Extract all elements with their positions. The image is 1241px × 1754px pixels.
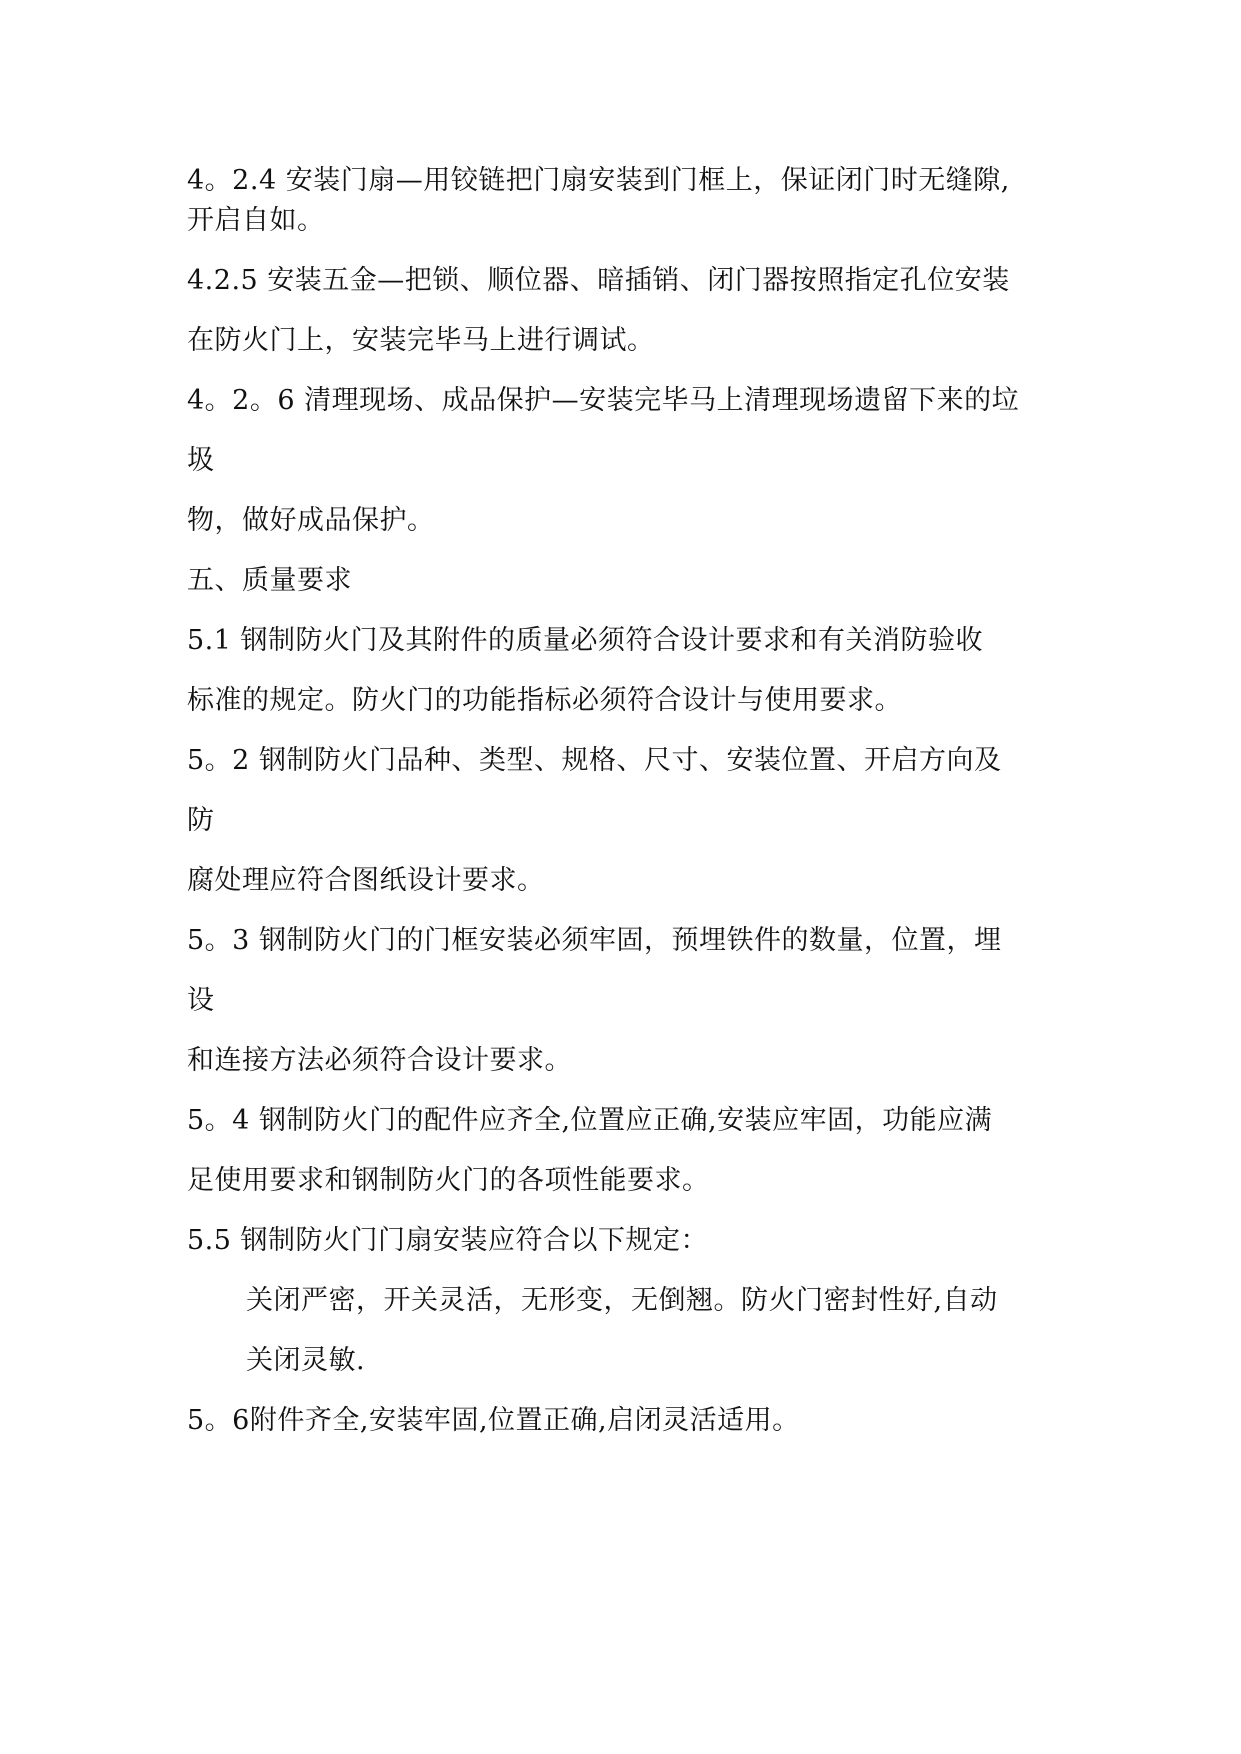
text-line-5-1: 5.1 钢制防火门及其附件的质量必须符合设计要求和有关消防验收 bbox=[187, 625, 984, 656]
text-line-5-1-cont: 标准的规定。防火门的功能指标必须符合设计与使用要求。 bbox=[187, 685, 902, 716]
text-line-5-5: 5.5 钢制防火门门扇安装应符合以下规定： bbox=[187, 1225, 709, 1256]
text-line-5-2: 5。2 钢制防火门品种、类型、规格、尺寸、安装位置、开启方向及 bbox=[187, 745, 1002, 776]
text-line-4-2-6: 4。2。6 清理现场、成品保护—安装完毕马上清理现场遗留下来的垃 bbox=[187, 385, 1020, 416]
text-line-5-6: 5。6附件齐全,安装牢固,位置正确,启闭灵活适用。 bbox=[187, 1405, 800, 1436]
text-line-5-2-cont-1: 防 bbox=[187, 805, 215, 836]
text-line-5-3: 5。3 钢制防火门的门框安装必须牢固，预埋铁件的数量，位置，埋 bbox=[187, 925, 1002, 956]
text-line-4-2-5: 4.2.5 安装五金—把锁、顺位器、暗插销、闭门器按照指定孔位安装 bbox=[187, 265, 1010, 296]
section-heading-quality: 五、质量要求 bbox=[187, 565, 352, 596]
text-line-5-2-cont-2: 腐处理应符合图纸设计要求。 bbox=[187, 865, 545, 896]
text-line-4-2-6-cont-2: 物，做好成品保护。 bbox=[187, 505, 435, 536]
text-line-4-2-5-cont: 在防火门上，安装完毕马上进行调试。 bbox=[187, 325, 655, 356]
text-line-5-5-detail-1: 关闭严密，开关灵活，无形变，无倒翘。防火门密封性好,自动 bbox=[246, 1285, 998, 1316]
text-line-5-4: 5。4 钢制防火门的配件应齐全,位置应正确,安装应牢固，功能应满 bbox=[187, 1105, 993, 1136]
text-line-5-5-detail-2: 关闭灵敏. bbox=[246, 1345, 366, 1376]
text-line-5-4-cont: 足使用要求和钢制防火门的各项性能要求。 bbox=[187, 1165, 710, 1196]
text-line-4-2-6-cont-1: 圾 bbox=[187, 445, 215, 476]
text-line-4-2-4: 4。2.4 安装门扇—用铰链把门扇安装到门框上，保证闭门时无缝隙, bbox=[187, 165, 1010, 196]
text-line-5-3-cont-2: 和连接方法必须符合设计要求。 bbox=[187, 1045, 572, 1076]
text-line-4-2-4-cont: 开启自如。 bbox=[187, 205, 325, 236]
text-line-5-3-cont-1: 设 bbox=[187, 985, 215, 1016]
